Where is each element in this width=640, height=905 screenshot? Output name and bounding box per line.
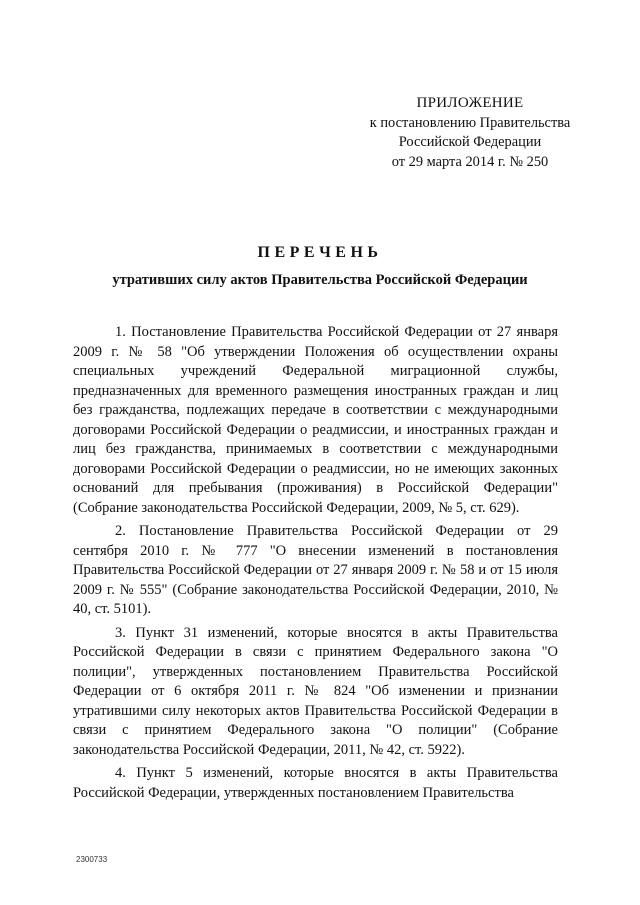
document-subtitle: утративших силу актов Правительства Российской Федерации (112, 272, 528, 288)
footer-code: 2300733 (76, 855, 108, 864)
list-item-4: 4. Пункт 5 изменений, которые вносятся в акты Правительства Российской Федерации, утвержденных постановлением Правительства (73, 765, 558, 801)
annex-line-3: от 29 марта 2014 г. № 250 (391, 153, 549, 170)
list-item-1: 1. Постановление Правительства Российской Федерации от 27 января 2009 г. № 58 "Об утверждении Положения об осуществлении охраны специальных учреждений Федеральной миграционной службы, предназначенных для временного размещения иностранных граждан и лиц без гражданства, подлежащих передаче в соответствии с международными договорами Российской Федерации о реадмиссии, и иностранных граждан и лиц без гражданства, принимаемых в соответствии с международными договорами Российской Федерации о реадмиссии, но не имеющих законных оснований для пребывания (проживания) в Российской Федерации" (Собрание законодательства Российской Федерации, 2009, № 5, ст. 629). (73, 324, 558, 516)
annex-line-1: к постановлению Правительства (369, 114, 571, 131)
annex-line-2: Российской Федерации (398, 134, 542, 151)
list-item-2: 2. Постановление Правительства Российской Федерации от 29 сентября 2010 г. № 777 "О внесении изменений в постановления Правительства Российской Федерации от 27 января 2009 г. № 58 и от 15 июля 2009 г. № 555" (Собрание законодательства Российской Федерации, 2010, № 40, ст. 5101). (73, 523, 558, 617)
annex-label: ПРИЛОЖЕНИЕ (416, 95, 524, 111)
list-item-3: 3. Пункт 31 изменений, которые вносятся в акты Правительства Российской Федерации в связи с принятием Федерального закона "О полиции", утвержденных постановлением Правительства Российской Федерации от 6 октября 2011 г. № 824 "Об изменении и признании утратившими силу некоторых актов Правительства Российской Федерации в связи с принятием Федерального закона "О полиции" (Собрание законодательства Российской Федерации, 2011, № 42, ст. 5922). (73, 624, 558, 758)
document-body (73, 323, 558, 807)
annex-block (330, 94, 610, 172)
document-title: ПЕРЕЧЕНЬ (257, 244, 383, 261)
